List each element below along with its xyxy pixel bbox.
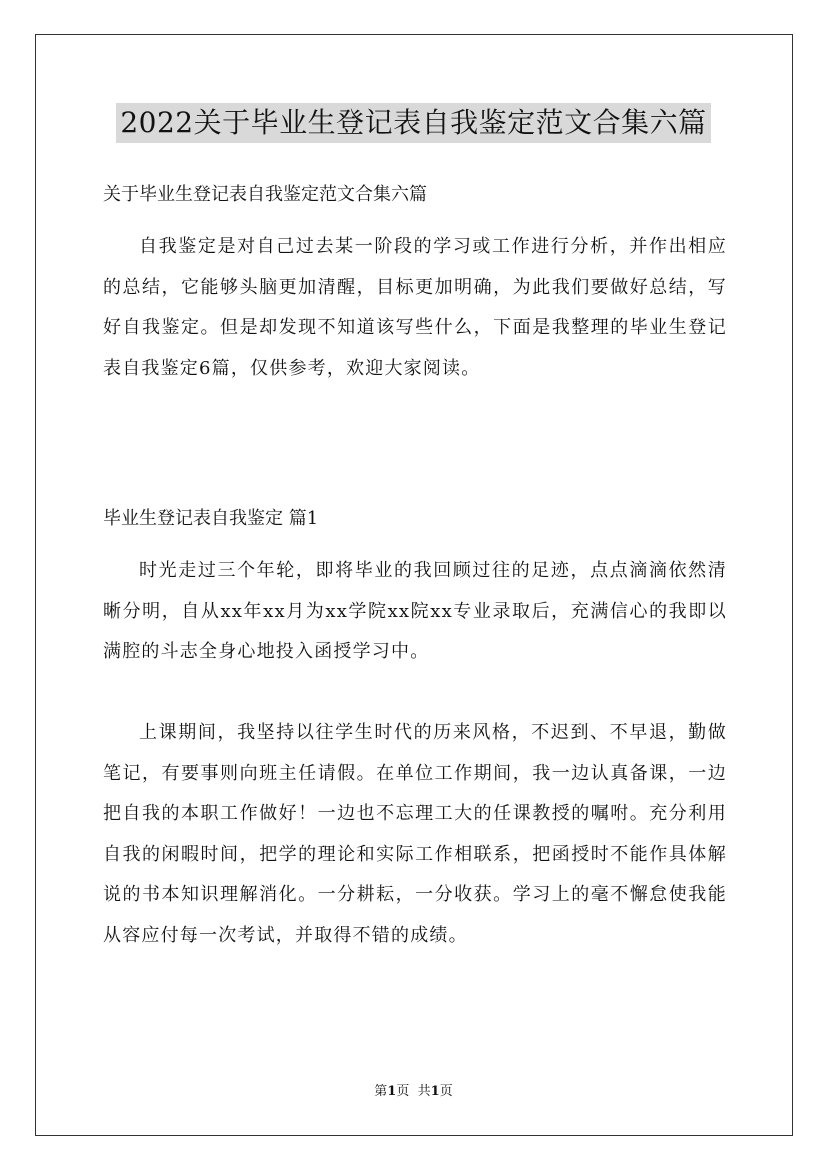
page-prefix: 第 bbox=[374, 1084, 388, 1099]
body-paragraph-1: 时光走过三个年轮，即将毕业的我回顾过往的足迹，点点滴滴依然清晰分明，自从xx年xx月为xx学院xx院xx专业录取后，充满信心的我即以满腔的斗志全身心地投入函授学习中。 bbox=[103, 560, 727, 662]
page-footer bbox=[0, 1083, 827, 1101]
total-pages: 1 bbox=[430, 1084, 440, 1099]
intro-paragraph: 自我鉴定是对自己过去某一阶段的学习或工作进行分析，并作出相应的总结，它能够头脑更加清醒，目标更加明确，为此我们要做好总结，写好自我鉴定。但是却发现不知道该写些什么，下面是我整理的毕业生登记表自我鉴定6篇，仅供参考，欢迎大家阅读。 bbox=[103, 236, 727, 379]
total-suffix: 页 bbox=[439, 1084, 453, 1099]
page-suffix: 页 bbox=[396, 1084, 410, 1099]
page-number: 1 bbox=[387, 1084, 397, 1099]
total-prefix: 共 bbox=[417, 1084, 431, 1099]
document-subtitle: 关于毕业生登记表自我鉴定范文合集六篇 bbox=[103, 184, 427, 205]
body-paragraph-2: 上课期间，我坚持以往学生时代的历来风格，不迟到、不早退，勤做笔记，有要事则向班主任请假。在单位工作期间，我一边认真备课，一边把自我的本职工作做好！一边也不忘理工大的任课教授的嘱咐。充分利用自我的闲暇时间，把学的理论和实际工作相联系，把函授时不能作具体解说的书本知识理解消化。一分耕耘，一分收获。学习上的毫不懈怠使我能从容应付每一次考试，并取得不错的成绩。 bbox=[103, 722, 727, 946]
section-heading: 毕业生登记表自我鉴定 篇1 bbox=[103, 508, 319, 529]
title-container bbox=[0, 103, 827, 143]
document-title: 2022关于毕业生登记表自我鉴定范文合集六篇 bbox=[116, 103, 710, 143]
